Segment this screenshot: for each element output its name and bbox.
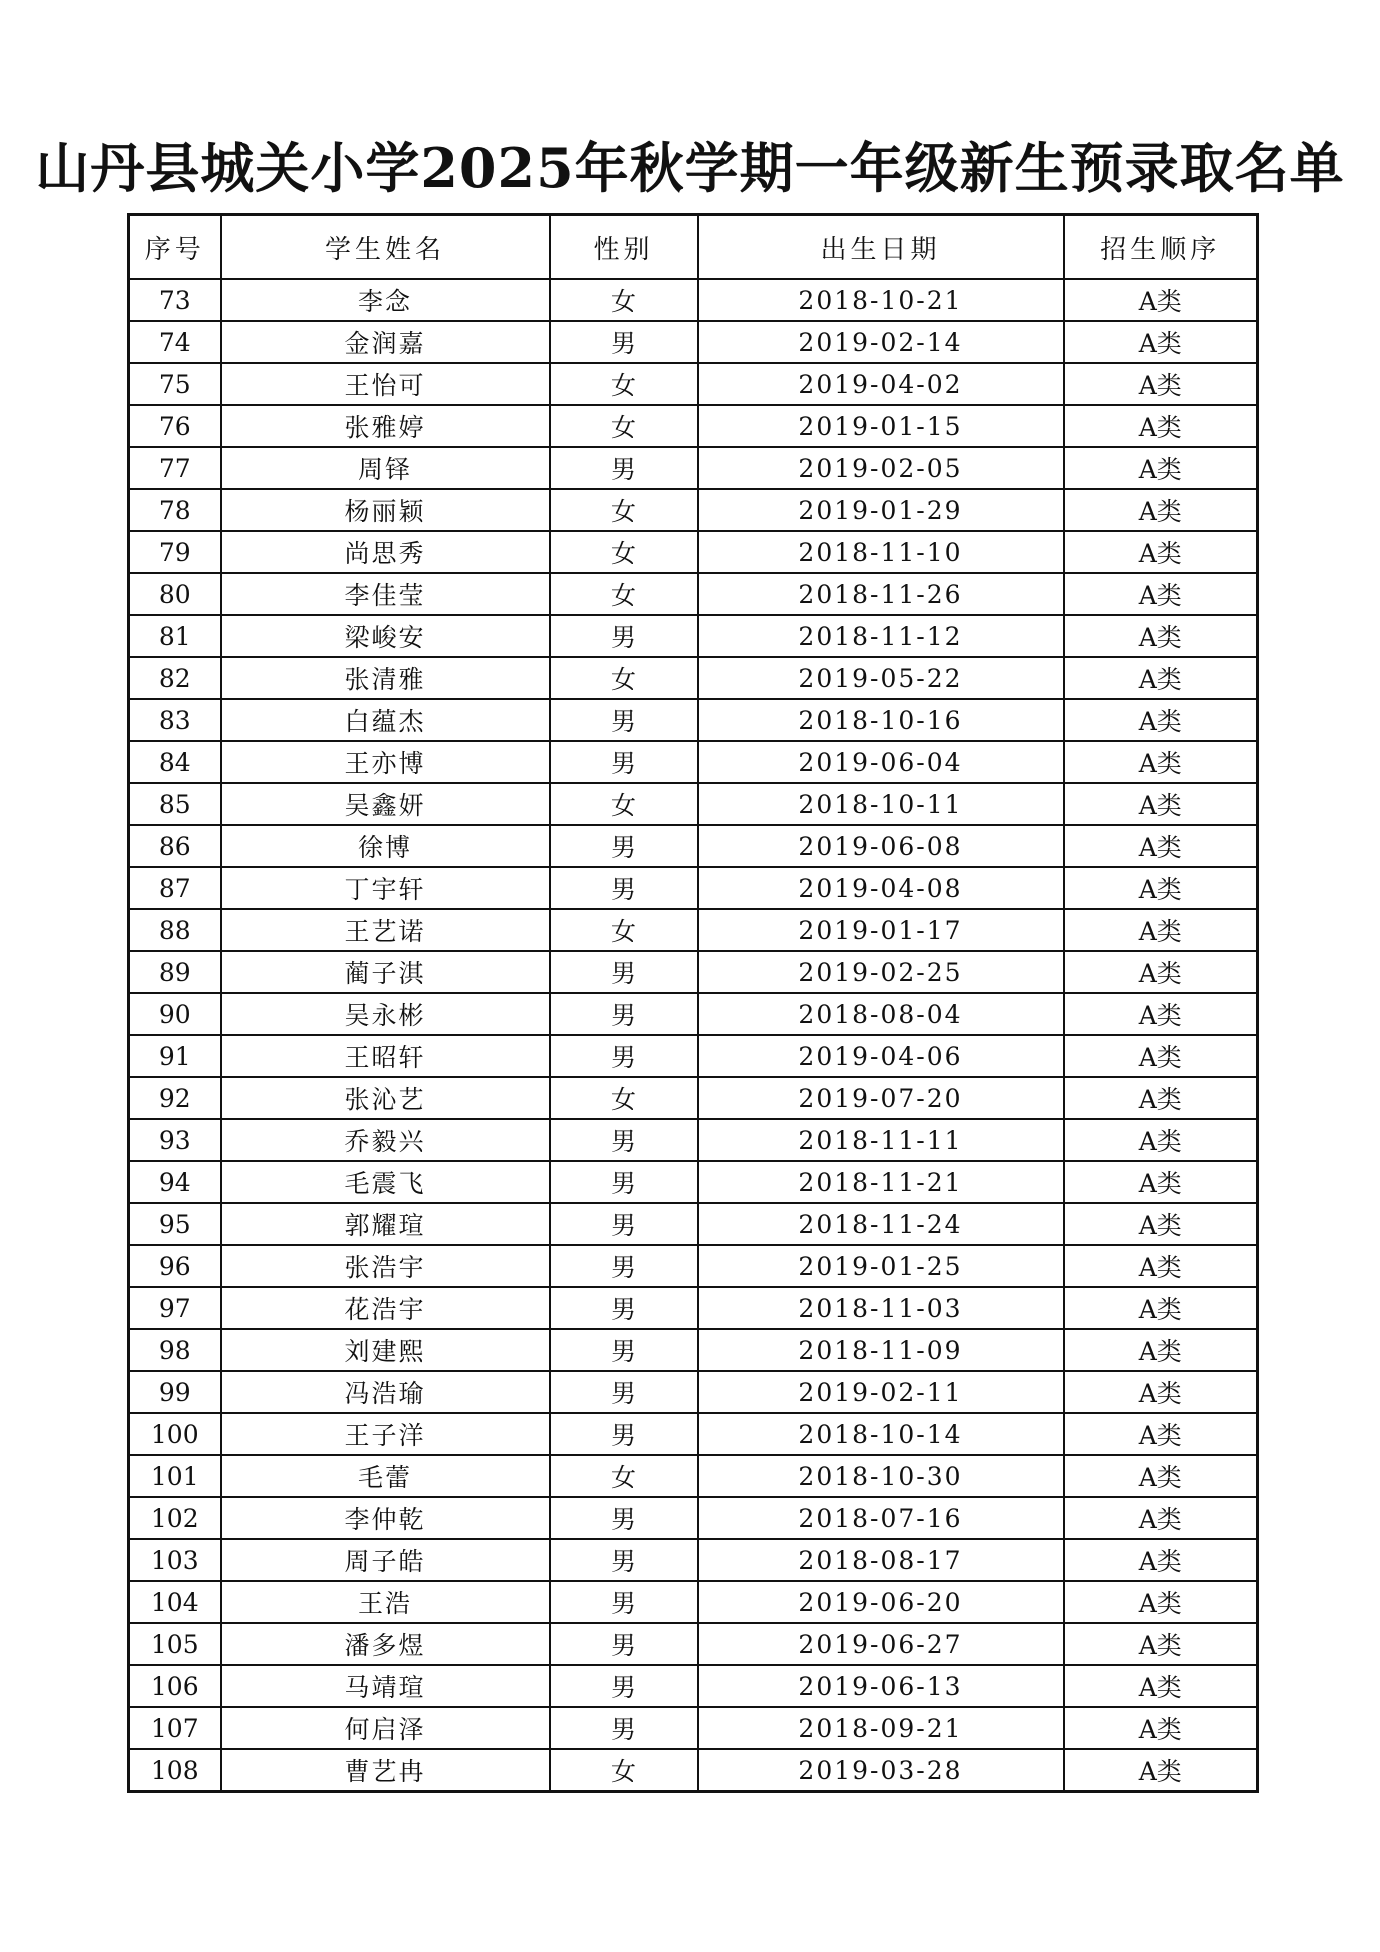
cell-student-name: 李佳莹 xyxy=(221,573,550,615)
header-gender: 性别 xyxy=(550,215,698,280)
cell-gender: 男 xyxy=(550,1707,698,1749)
cell-birth-date: 2019-03-28 xyxy=(698,1749,1064,1792)
table-body xyxy=(129,279,1258,1792)
cell-gender: 男 xyxy=(550,1161,698,1203)
cell-seq: 92 xyxy=(129,1077,221,1119)
cell-admission-order: A类 xyxy=(1064,1749,1258,1792)
page-title: 山丹县城关小学2025年秋学期一年级新生预录取名单 xyxy=(35,136,1345,200)
cell-seq: 99 xyxy=(129,1371,221,1413)
cell-student-name: 李仲乾 xyxy=(221,1497,550,1539)
cell-birth-date: 2019-04-02 xyxy=(698,363,1064,405)
cell-admission-order: A类 xyxy=(1064,783,1258,825)
cell-admission-order: A类 xyxy=(1064,1455,1258,1497)
cell-seq: 100 xyxy=(129,1413,221,1455)
table-row xyxy=(129,1707,1258,1749)
cell-birth-date: 2019-06-13 xyxy=(698,1665,1064,1707)
cell-seq: 95 xyxy=(129,1203,221,1245)
cell-admission-order: A类 xyxy=(1064,1497,1258,1539)
cell-admission-order: A类 xyxy=(1064,1329,1258,1371)
cell-seq: 107 xyxy=(129,1707,221,1749)
cell-admission-order: A类 xyxy=(1064,1371,1258,1413)
table-row xyxy=(129,993,1258,1035)
cell-student-name: 王亦博 xyxy=(221,741,550,783)
cell-gender: 女 xyxy=(550,1077,698,1119)
cell-gender: 男 xyxy=(550,951,698,993)
cell-seq: 104 xyxy=(129,1581,221,1623)
cell-seq: 83 xyxy=(129,699,221,741)
table-row xyxy=(129,1077,1258,1119)
table-row xyxy=(129,1287,1258,1329)
cell-birth-date: 2018-11-24 xyxy=(698,1203,1064,1245)
cell-seq: 81 xyxy=(129,615,221,657)
cell-admission-order: A类 xyxy=(1064,741,1258,783)
cell-seq: 73 xyxy=(129,279,221,321)
cell-birth-date: 2019-06-08 xyxy=(698,825,1064,867)
cell-student-name: 梁峻安 xyxy=(221,615,550,657)
cell-gender: 男 xyxy=(550,1329,698,1371)
cell-student-name: 白蕴杰 xyxy=(221,699,550,741)
cell-student-name: 花浩宇 xyxy=(221,1287,550,1329)
cell-birth-date: 2018-10-30 xyxy=(698,1455,1064,1497)
cell-student-name: 周子皓 xyxy=(221,1539,550,1581)
cell-seq: 85 xyxy=(129,783,221,825)
table-row xyxy=(129,1539,1258,1581)
cell-gender: 女 xyxy=(550,909,698,951)
cell-admission-order: A类 xyxy=(1064,993,1258,1035)
cell-seq: 105 xyxy=(129,1623,221,1665)
table-row xyxy=(129,1497,1258,1539)
cell-birth-date: 2019-01-29 xyxy=(698,489,1064,531)
cell-admission-order: A类 xyxy=(1064,867,1258,909)
cell-admission-order: A类 xyxy=(1064,321,1258,363)
cell-seq: 98 xyxy=(129,1329,221,1371)
admission-table xyxy=(127,213,1259,1793)
table-row xyxy=(129,447,1258,489)
cell-student-name: 王昭轩 xyxy=(221,1035,550,1077)
cell-student-name: 李念 xyxy=(221,279,550,321)
cell-admission-order: A类 xyxy=(1064,1203,1258,1245)
cell-student-name: 吴永彬 xyxy=(221,993,550,1035)
cell-admission-order: A类 xyxy=(1064,699,1258,741)
cell-birth-date: 2018-09-21 xyxy=(698,1707,1064,1749)
cell-admission-order: A类 xyxy=(1064,531,1258,573)
cell-student-name: 马靖瑄 xyxy=(221,1665,550,1707)
cell-admission-order: A类 xyxy=(1064,1161,1258,1203)
table-row xyxy=(129,951,1258,993)
cell-student-name: 张沁艺 xyxy=(221,1077,550,1119)
cell-birth-date: 2018-08-17 xyxy=(698,1539,1064,1581)
cell-seq: 80 xyxy=(129,573,221,615)
table-header xyxy=(129,215,1258,280)
header-admission-order: 招生顺序 xyxy=(1064,215,1258,280)
header-seq: 序号 xyxy=(129,215,221,280)
cell-admission-order: A类 xyxy=(1064,909,1258,951)
cell-gender: 男 xyxy=(550,1203,698,1245)
cell-seq: 75 xyxy=(129,363,221,405)
cell-seq: 79 xyxy=(129,531,221,573)
cell-seq: 77 xyxy=(129,447,221,489)
table-row xyxy=(129,279,1258,321)
cell-seq: 96 xyxy=(129,1245,221,1287)
cell-gender: 男 xyxy=(550,1497,698,1539)
cell-student-name: 吴鑫妍 xyxy=(221,783,550,825)
cell-gender: 女 xyxy=(550,573,698,615)
table-row xyxy=(129,489,1258,531)
cell-birth-date: 2019-01-15 xyxy=(698,405,1064,447)
cell-student-name: 冯浩瑜 xyxy=(221,1371,550,1413)
cell-admission-order: A类 xyxy=(1064,1707,1258,1749)
table-row xyxy=(129,1371,1258,1413)
cell-birth-date: 2019-04-06 xyxy=(698,1035,1064,1077)
cell-birth-date: 2019-07-20 xyxy=(698,1077,1064,1119)
table-row xyxy=(129,741,1258,783)
cell-student-name: 何启泽 xyxy=(221,1707,550,1749)
cell-gender: 男 xyxy=(550,1581,698,1623)
table-row xyxy=(129,657,1258,699)
cell-birth-date: 2018-07-16 xyxy=(698,1497,1064,1539)
cell-gender: 女 xyxy=(550,783,698,825)
table-row xyxy=(129,1749,1258,1792)
cell-student-name: 张浩宇 xyxy=(221,1245,550,1287)
cell-admission-order: A类 xyxy=(1064,573,1258,615)
table-row xyxy=(129,1035,1258,1077)
table-row xyxy=(129,1581,1258,1623)
cell-admission-order: A类 xyxy=(1064,1581,1258,1623)
cell-seq: 102 xyxy=(129,1497,221,1539)
cell-birth-date: 2018-11-11 xyxy=(698,1119,1064,1161)
cell-admission-order: A类 xyxy=(1064,1077,1258,1119)
cell-seq: 74 xyxy=(129,321,221,363)
cell-gender: 男 xyxy=(550,1119,698,1161)
cell-birth-date: 2019-02-11 xyxy=(698,1371,1064,1413)
cell-student-name: 郭耀瑄 xyxy=(221,1203,550,1245)
cell-student-name: 尚思秀 xyxy=(221,531,550,573)
cell-admission-order: A类 xyxy=(1064,1245,1258,1287)
cell-admission-order: A类 xyxy=(1064,1119,1258,1161)
cell-birth-date: 2019-01-25 xyxy=(698,1245,1064,1287)
cell-birth-date: 2019-06-27 xyxy=(698,1623,1064,1665)
cell-seq: 94 xyxy=(129,1161,221,1203)
cell-seq: 90 xyxy=(129,993,221,1035)
cell-student-name: 毛震飞 xyxy=(221,1161,550,1203)
table-row xyxy=(129,825,1258,867)
cell-gender: 男 xyxy=(550,1245,698,1287)
cell-birth-date: 2019-06-20 xyxy=(698,1581,1064,1623)
cell-gender: 男 xyxy=(550,825,698,867)
cell-birth-date: 2018-10-16 xyxy=(698,699,1064,741)
cell-student-name: 蔺子淇 xyxy=(221,951,550,993)
header-name: 学生姓名 xyxy=(221,215,550,280)
cell-gender: 女 xyxy=(550,1749,698,1792)
cell-seq: 82 xyxy=(129,657,221,699)
cell-admission-order: A类 xyxy=(1064,1539,1258,1581)
cell-birth-date: 2019-04-08 xyxy=(698,867,1064,909)
cell-gender: 女 xyxy=(550,279,698,321)
cell-seq: 93 xyxy=(129,1119,221,1161)
cell-gender: 女 xyxy=(550,405,698,447)
table-row xyxy=(129,1413,1258,1455)
cell-birth-date: 2019-02-25 xyxy=(698,951,1064,993)
cell-student-name: 金润嘉 xyxy=(221,321,550,363)
cell-admission-order: A类 xyxy=(1064,615,1258,657)
cell-birth-date: 2019-02-14 xyxy=(698,321,1064,363)
cell-birth-date: 2019-01-17 xyxy=(698,909,1064,951)
cell-gender: 男 xyxy=(550,993,698,1035)
cell-gender: 男 xyxy=(550,1539,698,1581)
cell-gender: 男 xyxy=(550,1287,698,1329)
table-row xyxy=(129,363,1258,405)
cell-student-name: 张清雅 xyxy=(221,657,550,699)
cell-admission-order: A类 xyxy=(1064,1623,1258,1665)
header-row xyxy=(129,215,1258,280)
table-row xyxy=(129,909,1258,951)
cell-student-name: 徐博 xyxy=(221,825,550,867)
table-row xyxy=(129,1119,1258,1161)
cell-birth-date: 2018-10-21 xyxy=(698,279,1064,321)
cell-seq: 78 xyxy=(129,489,221,531)
cell-birth-date: 2018-11-10 xyxy=(698,531,1064,573)
cell-admission-order: A类 xyxy=(1064,279,1258,321)
table-row xyxy=(129,405,1258,447)
cell-gender: 男 xyxy=(550,1413,698,1455)
cell-gender: 男 xyxy=(550,867,698,909)
cell-gender: 女 xyxy=(550,1455,698,1497)
cell-birth-date: 2019-02-05 xyxy=(698,447,1064,489)
cell-student-name: 丁宇轩 xyxy=(221,867,550,909)
table-row xyxy=(129,1623,1258,1665)
cell-admission-order: A类 xyxy=(1064,1413,1258,1455)
cell-birth-date: 2019-06-04 xyxy=(698,741,1064,783)
cell-seq: 91 xyxy=(129,1035,221,1077)
cell-birth-date: 2018-11-03 xyxy=(698,1287,1064,1329)
cell-seq: 87 xyxy=(129,867,221,909)
cell-student-name: 乔毅兴 xyxy=(221,1119,550,1161)
cell-gender: 女 xyxy=(550,489,698,531)
cell-birth-date: 2018-10-14 xyxy=(698,1413,1064,1455)
cell-gender: 女 xyxy=(550,531,698,573)
cell-seq: 103 xyxy=(129,1539,221,1581)
table-row xyxy=(129,1245,1258,1287)
cell-seq: 97 xyxy=(129,1287,221,1329)
table-row xyxy=(129,1203,1258,1245)
table-row xyxy=(129,1161,1258,1203)
cell-student-name: 王子洋 xyxy=(221,1413,550,1455)
cell-admission-order: A类 xyxy=(1064,405,1258,447)
cell-seq: 108 xyxy=(129,1749,221,1792)
cell-gender: 男 xyxy=(550,1665,698,1707)
cell-seq: 86 xyxy=(129,825,221,867)
cell-birth-date: 2018-08-04 xyxy=(698,993,1064,1035)
cell-admission-order: A类 xyxy=(1064,657,1258,699)
table-row xyxy=(129,531,1258,573)
cell-student-name: 王艺诺 xyxy=(221,909,550,951)
cell-seq: 106 xyxy=(129,1665,221,1707)
cell-gender: 男 xyxy=(550,447,698,489)
cell-admission-order: A类 xyxy=(1064,1035,1258,1077)
cell-student-name: 张雅婷 xyxy=(221,405,550,447)
cell-seq: 101 xyxy=(129,1455,221,1497)
cell-gender: 男 xyxy=(550,321,698,363)
cell-gender: 女 xyxy=(550,363,698,405)
cell-seq: 76 xyxy=(129,405,221,447)
cell-admission-order: A类 xyxy=(1064,951,1258,993)
cell-gender: 男 xyxy=(550,615,698,657)
cell-admission-order: A类 xyxy=(1064,1287,1258,1329)
cell-student-name: 王浩 xyxy=(221,1581,550,1623)
cell-birth-date: 2018-11-09 xyxy=(698,1329,1064,1371)
header-birth-date: 出生日期 xyxy=(698,215,1064,280)
cell-admission-order: A类 xyxy=(1064,825,1258,867)
cell-birth-date: 2018-11-12 xyxy=(698,615,1064,657)
cell-student-name: 刘建熙 xyxy=(221,1329,550,1371)
cell-admission-order: A类 xyxy=(1064,1665,1258,1707)
cell-gender: 男 xyxy=(550,1623,698,1665)
cell-gender: 男 xyxy=(550,699,698,741)
cell-admission-order: A类 xyxy=(1064,363,1258,405)
cell-birth-date: 2019-05-22 xyxy=(698,657,1064,699)
cell-student-name: 王怡可 xyxy=(221,363,550,405)
cell-admission-order: A类 xyxy=(1064,447,1258,489)
cell-student-name: 曹艺冉 xyxy=(221,1749,550,1792)
cell-gender: 男 xyxy=(550,1035,698,1077)
cell-student-name: 毛蕾 xyxy=(221,1455,550,1497)
cell-birth-date: 2018-11-26 xyxy=(698,573,1064,615)
table-row xyxy=(129,783,1258,825)
table-row xyxy=(129,1455,1258,1497)
table-row xyxy=(129,1329,1258,1371)
cell-admission-order: A类 xyxy=(1064,489,1258,531)
cell-seq: 89 xyxy=(129,951,221,993)
cell-seq: 88 xyxy=(129,909,221,951)
cell-student-name: 周铎 xyxy=(221,447,550,489)
cell-birth-date: 2018-11-21 xyxy=(698,1161,1064,1203)
table-row xyxy=(129,615,1258,657)
cell-student-name: 杨丽颖 xyxy=(221,489,550,531)
cell-gender: 男 xyxy=(550,741,698,783)
table-row xyxy=(129,573,1258,615)
cell-seq: 84 xyxy=(129,741,221,783)
table-row xyxy=(129,699,1258,741)
cell-birth-date: 2018-10-11 xyxy=(698,783,1064,825)
table-row xyxy=(129,321,1258,363)
table-row xyxy=(129,1665,1258,1707)
table-row xyxy=(129,867,1258,909)
cell-gender: 女 xyxy=(550,657,698,699)
cell-gender: 男 xyxy=(550,1371,698,1413)
cell-student-name: 潘多煜 xyxy=(221,1623,550,1665)
